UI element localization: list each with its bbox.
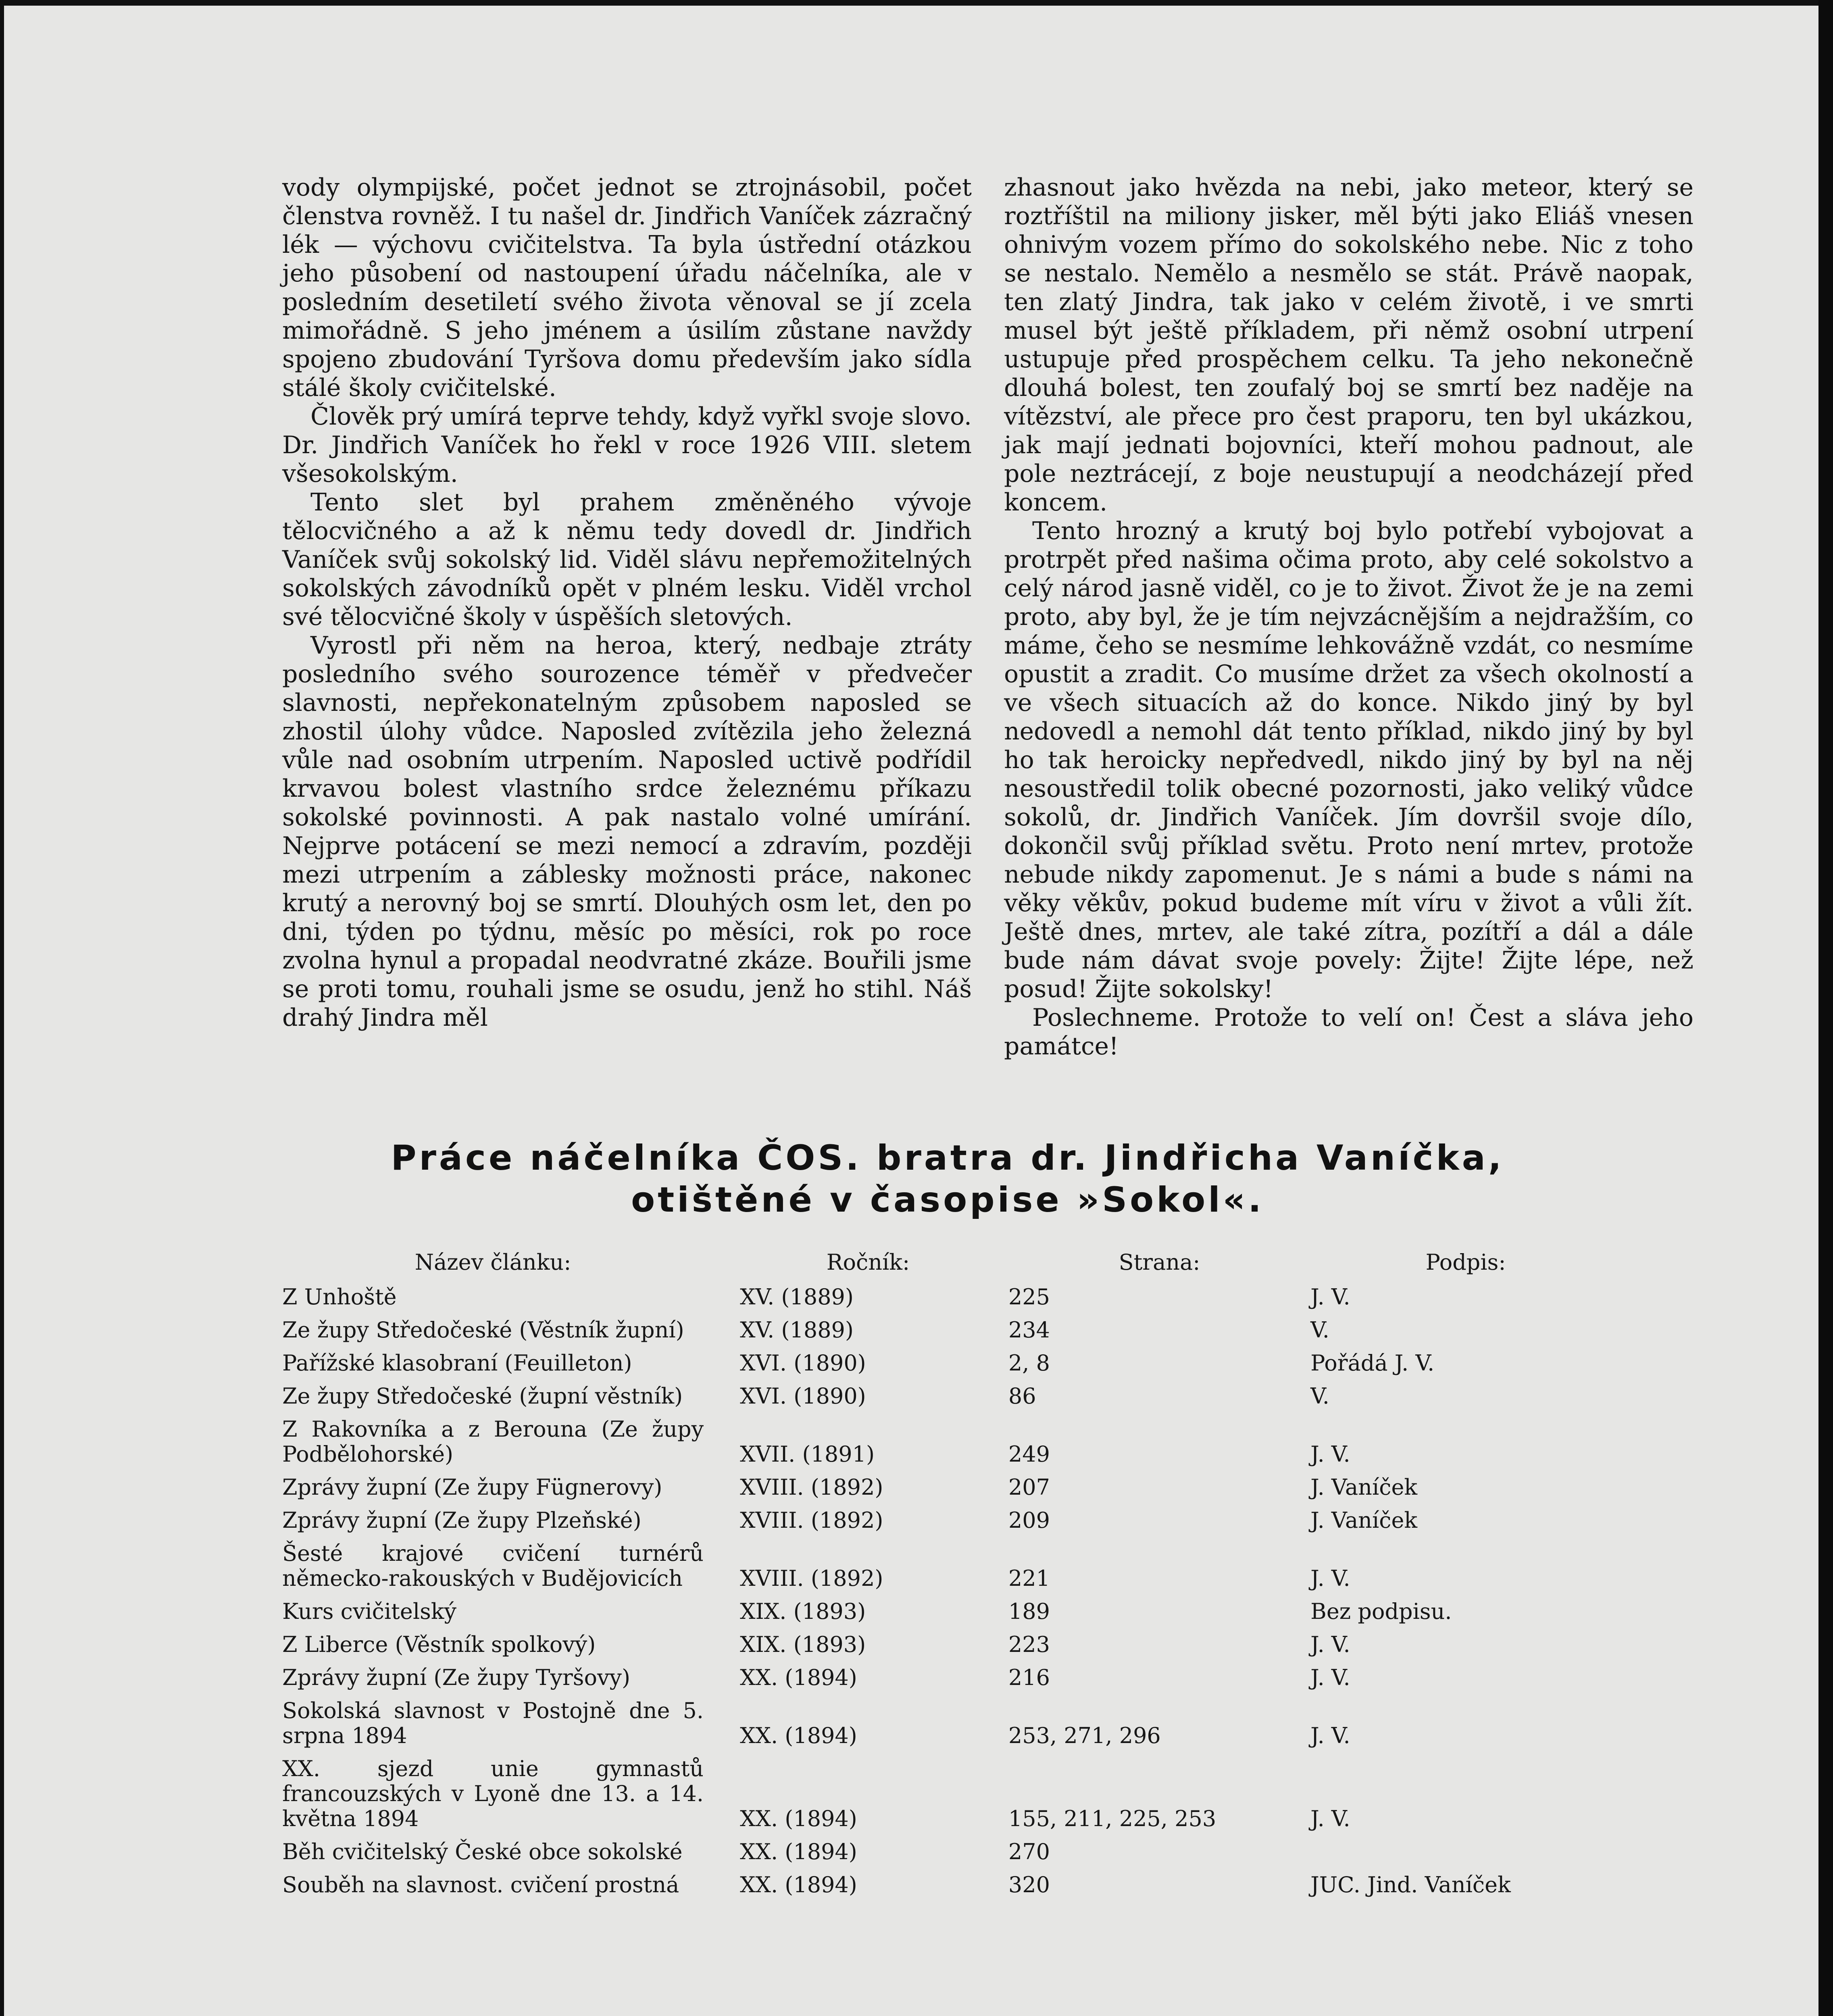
column-right <box>1004 173 1693 1061</box>
cell-page: 253, 271, 296 <box>1008 1723 1161 1748</box>
cell-volume: XV. (1889) <box>740 1284 854 1310</box>
cell-volume: XX. (1894) <box>740 1839 857 1864</box>
cell-page: 189 <box>1008 1599 1050 1624</box>
table-row <box>282 1752 1621 1835</box>
cell-volume: XX. (1894) <box>740 1806 857 1831</box>
cell-page: 221 <box>1008 1566 1050 1591</box>
cell-page: 225 <box>1008 1284 1050 1310</box>
cell-volume: XV. (1889) <box>740 1317 854 1343</box>
cell-title: Kurs cvičitelský <box>282 1599 457 1624</box>
cell-title: Sokolská slavnost v Postojně dne 5. srpna 1894 <box>282 1698 704 1748</box>
cell-signature: J. V. <box>1310 1806 1350 1831</box>
cell-page: 320 <box>1008 1872 1050 1897</box>
cell-title: Souběh na slavnost. cvičení prostná <box>282 1872 679 1897</box>
scan-border-left <box>0 0 4 2016</box>
works-table-body <box>282 1281 1621 1901</box>
cell-page: 223 <box>1008 1632 1050 1657</box>
table-row <box>282 1380 1621 1413</box>
cell-signature: J. V. <box>1310 1723 1350 1748</box>
paragraph: Člověk prý umírá teprve tehdy, když vyřkl svoje slovo. Dr. Jindřich Vaníček ho řekl v roce 1926 VIII. sletem všesokolským. <box>282 402 972 488</box>
cell-page: 209 <box>1008 1508 1050 1533</box>
cell-title: Ze župy Středočeské (župní věstník) <box>282 1383 683 1409</box>
table-row <box>282 1314 1621 1347</box>
header-page: Strana: <box>1119 1250 1200 1275</box>
table-row <box>282 1413 1621 1471</box>
cell-volume: XX. (1894) <box>740 1665 857 1690</box>
table-row <box>282 1537 1621 1595</box>
cell-signature <box>1310 1835 1621 1868</box>
cell-signature: J. V. <box>1310 1665 1350 1690</box>
works-list-title <box>242 1137 1653 1221</box>
table-header-row <box>282 1250 1621 1281</box>
cell-volume: XVI. (1890) <box>740 1350 866 1376</box>
cell-volume: XIX. (1893) <box>740 1599 866 1624</box>
cell-signature: J. V. <box>1310 1566 1350 1591</box>
paragraph: Vyrostl při něm na heroa, který, nedbaje ztráty posledního svého sourozence téměř v předvečer slavnosti, nepřekonatelným způsobem naposled se zhostil úlohy vůdce. Naposled zvítězila jeho železná vůle nad osobním utrpením. Naposled uctivě podřídil krvavou bolest vlastního srdce železnému příkazu sokolské povinnosti. A pak nastalo volné umírání. Nejprve potácení se mezi nemocí a zdravím, později mezi utrpením a záblesky možnosti práce, nakonec krutý a nerovný boj se smrtí. Dlouhých osm let, den po dni, týden po týdnu, měsíc po měsíci, rok po roce zvolna hynul a propadal neodvratné zkáze. Bouřili jsme se proti tomu, rouhali jsme se osudu, jenž ho stihl. Náš drahý Jindra měl <box>282 631 972 1032</box>
cell-signature: J. V. <box>1310 1441 1350 1467</box>
cell-title: Z Liberce (Věstník spolkový) <box>282 1632 596 1657</box>
cell-signature: V. <box>1310 1317 1329 1343</box>
table-row <box>282 1281 1621 1314</box>
table-row <box>282 1347 1621 1380</box>
cell-page: 249 <box>1008 1441 1050 1467</box>
cell-title: XX. sjezd unie gymnastů francouzských v Lyoně dne 13. a 14. května 1894 <box>282 1756 704 1831</box>
cell-title: Ze župy Středočeské (Věstník župní) <box>282 1317 684 1343</box>
cell-page: 207 <box>1008 1475 1050 1500</box>
cell-volume: XVII. (1891) <box>740 1441 875 1467</box>
cell-volume: XX. (1894) <box>740 1872 857 1897</box>
cell-volume: XVI. (1890) <box>740 1383 866 1409</box>
table-row <box>282 1835 1621 1868</box>
paragraph: Poslechneme. Protože to velí on! Čest a sláva jeho památce! <box>1004 1004 1693 1060</box>
cell-title: Z Unhoště <box>282 1284 397 1310</box>
column-left <box>282 173 972 1061</box>
article-body <box>282 173 1693 1061</box>
cell-volume: XX. (1894) <box>740 1723 857 1748</box>
table-row <box>282 1628 1621 1661</box>
cell-page: 234 <box>1008 1317 1050 1343</box>
paragraph: vody olympijské, počet jednot se ztrojnásobil, počet členstva rovněž. I tu našel dr. Jindřich Vaníček zázračný lék — výchovu cvičitelstva. Ta byla ústřední otázkou jeho působení od nastoupení úřadu náčelníka, ale v posledním desetiletí svého života věnoval se jí zcela mimořádně. S jeho jménem a úsilím zůstane navždy spojeno zbudování Tyršova domu především jako sídla stálé školy cvičitelské. <box>282 173 972 402</box>
header-title: Název článku: <box>415 1250 571 1275</box>
table-row <box>282 1504 1621 1537</box>
cell-title: Zprávy župní (Ze župy Plzeňské) <box>282 1508 642 1533</box>
paragraph: Tento slet byl prahem změněného vývoje tělocvičného a až k němu tedy dovedl dr. Jindřich Vaníček svůj sokolský lid. Viděl slávu nepřemožitelných sokolských závodníků opět v plném lesku. Viděl vrchol své tělocvičné školy v úspěších sletových. <box>282 488 972 631</box>
cell-signature: V. <box>1310 1383 1329 1409</box>
cell-volume: XVIII. (1892) <box>740 1566 883 1591</box>
table-row <box>282 1868 1621 1901</box>
cell-page: 270 <box>1008 1839 1050 1864</box>
cell-volume: XIX. (1893) <box>740 1632 866 1657</box>
cell-signature: J. V. <box>1310 1284 1350 1310</box>
cell-title: Z Rakovníka a z Berouna (Ze župy Podbělohorské) <box>282 1416 704 1467</box>
cell-signature: Pořádá J. V. <box>1310 1350 1435 1376</box>
cell-signature: J. Vaníček <box>1310 1475 1418 1500</box>
works-list-title-line2: otištěné v časopise »Sokol«. <box>631 1180 1264 1220</box>
cell-signature: J. Vaníček <box>1310 1508 1418 1533</box>
cell-title: Šesté krajové cvičení turnérů německo-rakouských v Budějovicích <box>282 1541 704 1591</box>
works-table <box>282 1250 1621 1901</box>
cell-volume: XVIII. (1892) <box>740 1475 883 1500</box>
scan-border-right <box>1818 0 1833 2016</box>
table-row <box>282 1661 1621 1694</box>
cell-title: Pařížské klasobraní (Feuilleton) <box>282 1350 632 1376</box>
cell-title: Běh cvičitelský České obce sokolské <box>282 1839 683 1864</box>
cell-title: Zprávy župní (Ze župy Tyršovy) <box>282 1665 631 1690</box>
cell-volume: XVIII. (1892) <box>740 1508 883 1533</box>
works-list-title-line1: Práce náčelníka ČOS. bratra dr. Jindřicha Vaníčka, <box>391 1138 1504 1178</box>
table-row <box>282 1471 1621 1504</box>
paragraph: Tento hrozný a krutý boj bylo potřebí vybojovat a protrpět před našima očima proto, aby celé sokolstvo a celý národ jasně viděl, co je to život. Život že je na zemi proto, aby byl, že je tím nejvzácnějším a nejdražším, co máme, čeho se nesmíme lehkovážně vzdát, co nesmíme opustit a zradit. Co musíme držet za všech okolností a ve všech situacích až do konce. Nikdo jiný by byl nedovedl a nemohl dát tento příklad, nikdo jiný by byl ho tak heroicky nepředvedl, nikdo jiný by byl na něj nesoustředil tolik obecné pozornosti, jako veliký vůdce sokolů, dr. Jindřich Vaníček. Jím dovršil svoje dílo, dokončil svůj příklad světu. Proto není mrtev, protože nebude nikdy zapomenut. Je s námi a bude s námi na věky věkův, pokud budeme mít víru v život a vůli žít. Ještě dnes, mrtev, ale také zítra, pozítří a dál a dále bude nám dávat svoje povely: Žijte! Žijte lépe, než posud! Žijte sokolsky! <box>1004 517 1693 1003</box>
table-row <box>282 1595 1621 1628</box>
cell-signature: Bez podpisu. <box>1310 1599 1452 1624</box>
header-volume: Ročník: <box>826 1250 910 1275</box>
cell-signature: JUC. Jind. Vaníček <box>1310 1872 1511 1897</box>
cell-title: Zprávy župní (Ze župy Fügnerovy) <box>282 1475 662 1500</box>
cell-page: 155, 211, 225, 253 <box>1008 1806 1216 1831</box>
header-signature: Podpis: <box>1425 1250 1506 1275</box>
cell-page: 86 <box>1008 1383 1036 1409</box>
cell-signature: J. V. <box>1310 1632 1350 1657</box>
cell-page: 2, 8 <box>1008 1350 1050 1376</box>
table-row <box>282 1694 1621 1752</box>
scan-border-top <box>0 0 1833 6</box>
cell-page: 216 <box>1008 1665 1050 1690</box>
paragraph: zhasnout jako hvězda na nebi, jako meteor, který se roztříštil na miliony jisker, měl býti jako Eliáš vnesen ohnivým vozem přímo do sokolského nebe. Nic z toho se nestalo. Nemělo a nesmělo se stát. Právě naopak, ten zlatý Jindra, tak jako v celém životě, i ve smrti musel být ještě příkladem, při němž osobní utrpení ustupuje před prospěchem celku. Ta jeho nekonečně dlouhá bolest, ten zoufalý boj se smrtí bez naděje na vítězství, ale přece pro čest praporu, ten byl ukázkou, jak mají jednati bojovníci, kteří mohou padnout, ale pole neztrácejí, z boje neustupují a neodcházejí před koncem. <box>1004 173 1693 516</box>
